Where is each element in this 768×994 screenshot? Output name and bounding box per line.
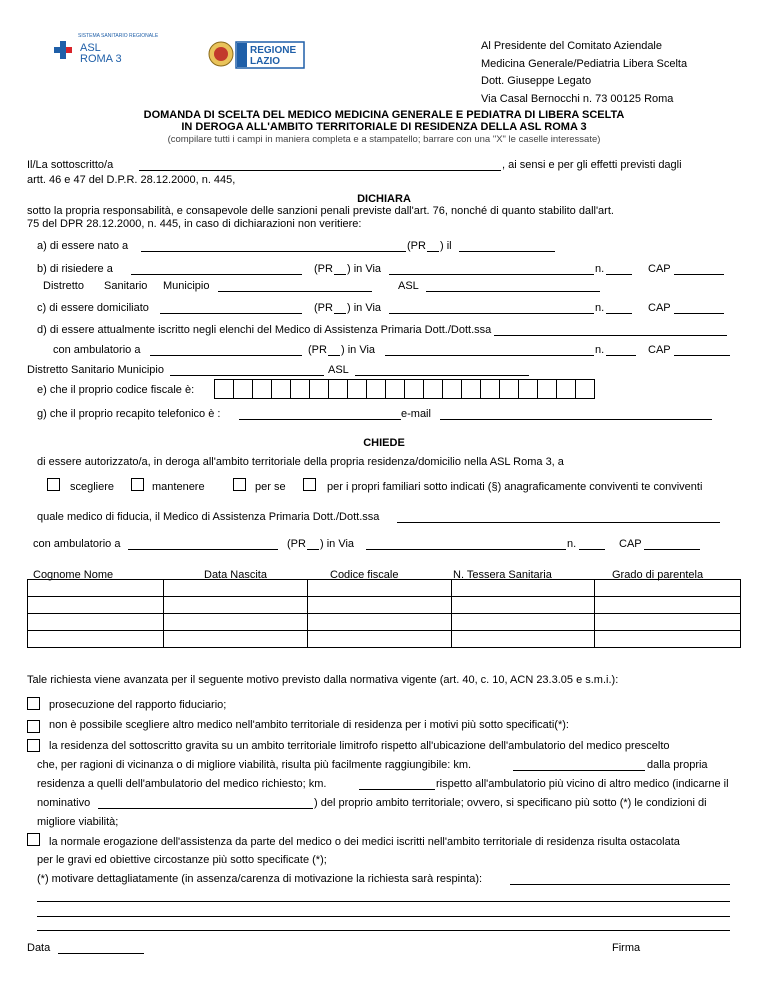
dichiara-heading: DICHIARA <box>357 193 411 205</box>
motivazione-field-4[interactable] <box>37 930 730 931</box>
chiede-line-1: di essere autorizzato/a, in deroga all'ambito territoriale della propria residenza/domicilio nella ASL Roma 3, a <box>37 456 564 468</box>
b-asl: ASL <box>398 280 419 292</box>
cf-cell[interactable] <box>518 379 538 399</box>
motivo-opt3-l5: migliore viabilità; <box>37 816 119 828</box>
cf-cell[interactable] <box>480 379 500 399</box>
b-pr: (PR <box>314 263 333 275</box>
requested-doctor-street-field[interactable] <box>366 549 566 550</box>
current-doctor-field[interactable] <box>494 335 727 336</box>
intro-suffix: , ai sensi e per gli effetti previsti dagli <box>502 159 682 171</box>
cf-cell[interactable] <box>347 379 367 399</box>
motivo-opt3-l1: la residenza del sottoscritto gravita su un ambito territoriale limitrofo rispetto all'ubicazione dell'ambulatorio del medico prescelto <box>49 740 670 752</box>
residence-municipio-field[interactable] <box>218 291 372 292</box>
domicile-cap-field[interactable] <box>674 313 724 314</box>
scegliere-label: scegliere <box>70 481 115 493</box>
domicile-number-field[interactable] <box>606 313 632 314</box>
motivo-opt3-l3a: residenza a quelli dell'ambulatorio del medico richiesto; km. <box>37 778 327 790</box>
recipient-block <box>481 38 687 108</box>
d-in-via: ) in Via <box>341 344 376 356</box>
requested-doctor-cap-field[interactable] <box>644 549 700 550</box>
item-a-label: a) di essere nato a <box>37 240 129 252</box>
recipient-line-2: Medicina Generale/Pediatria Libera Scelta <box>481 57 688 70</box>
asl-system-text: SISTEMA SANITARIO REGIONALE <box>78 33 159 39</box>
current-doctor-asl-field[interactable] <box>355 375 529 376</box>
cf-cell[interactable] <box>556 379 576 399</box>
current-doctor-cap-field[interactable] <box>674 355 730 356</box>
domicile-city-field[interactable] <box>160 313 302 314</box>
motivo-opt3-l4b: ) del proprio ambito territoriale; ovvero, si specificano più sotto (*) le condizioni di <box>314 797 707 809</box>
col-parentela: Grado di parentela <box>612 569 704 581</box>
cf-cell[interactable] <box>385 379 405 399</box>
mantenere-label: mantenere <box>152 481 205 493</box>
table-row <box>28 614 741 631</box>
km-field-2[interactable] <box>359 789 435 790</box>
item-d-label: d) di essere attualmente iscritto negli elenchi del Medico di Assistenza Primaria Dott./Dott.ssa <box>37 324 492 336</box>
b-municipio: Municipio <box>163 280 210 292</box>
current-doctor-pr-field[interactable] <box>328 355 340 356</box>
motivo-intro: Tale richiesta viene avanzata per il seguente motivo previsto dalla normativa vigente (art. 40, c. 10, ACN 23.3.05 e s.m.i.): <box>27 674 619 686</box>
motivo-opt3-l4a: nominativo <box>37 797 91 809</box>
table-cell[interactable] <box>28 631 164 648</box>
table-cell[interactable] <box>163 614 307 631</box>
intro-label: Il/La sottoscritto/a <box>27 159 114 171</box>
chiede-cap: CAP <box>619 538 642 550</box>
item-g-label: g) che il proprio recapito telefonico è : <box>37 408 221 420</box>
d-pr: (PR <box>308 344 327 356</box>
cf-cell[interactable] <box>461 379 481 399</box>
residence-asl-field[interactable] <box>426 291 600 292</box>
c-pr: (PR <box>314 302 333 314</box>
b-in-via: ) in Via <box>347 263 382 275</box>
familiari-label: per i propri familiari sotto indicati (§) anagraficamente conviventi te conviventi <box>327 481 703 493</box>
residence-city-field[interactable] <box>131 274 302 275</box>
table-cell[interactable] <box>28 614 164 631</box>
motivo-opt4-l2: per le gravi ed obiettive circostanze più sotto specificate (*); <box>37 854 327 866</box>
dichiara-line-2: 75 del DPR 28.12.2000, n. 445, in caso di dichiarazioni non veritiere: <box>27 218 362 230</box>
title-line-2: IN DEROGA ALL'AMBITO TERRITORIALE DI RESIDENZA DELLA ASL ROMA 3 <box>181 121 587 133</box>
b-sanitario: Sanitario <box>104 280 148 292</box>
mantenere-checkbox[interactable] <box>131 478 144 491</box>
motivo-opt3-l2a: che, per ragioni di vicinanza o di migliore viabilità, risulta più facilmente raggiungibile: km. <box>37 759 472 771</box>
asl-roma3-logo <box>48 30 198 80</box>
current-doctor-municipio-field[interactable] <box>170 375 324 376</box>
cf-cell[interactable] <box>537 379 557 399</box>
table-cell[interactable] <box>307 597 452 614</box>
cf-cell[interactable] <box>214 379 234 399</box>
motivare-label: (*) motivare dettagliatamente (in assenza/carenza di motivazione la richiesta sarà respinta): <box>37 873 483 885</box>
per-se-label: per se <box>255 481 286 493</box>
scegliere-checkbox[interactable] <box>47 478 60 491</box>
title-note: (compilare tutti i campi in maniera completa e a stampatello; barrare con una "X" le caselle interessate) <box>167 134 601 145</box>
table-cell[interactable] <box>452 614 595 631</box>
c-cap: CAP <box>648 302 671 314</box>
roma3-text: ROMA 3 <box>80 53 122 65</box>
recipient-line-4: Via Casal Bernocchi n. 73 00125 Roma <box>481 92 674 105</box>
recipient-line-1: Al Presidente del Comitato Aziendale <box>481 40 662 52</box>
motivazione-field-2[interactable] <box>37 901 730 902</box>
table-cell[interactable] <box>595 614 741 631</box>
codice-fiscale-boxes[interactable] <box>214 379 595 399</box>
current-doctor-street-field[interactable] <box>385 355 594 356</box>
chiede-medico-label: quale medico di fiducia, il Medico di Assistenza Primaria Dott./Dott.ssa <box>37 511 380 523</box>
cf-cell[interactable] <box>575 379 595 399</box>
cf-cell[interactable] <box>271 379 291 399</box>
cf-cell[interactable] <box>233 379 253 399</box>
col-codice-fiscale: Codice fiscale <box>330 569 399 581</box>
regione-text: REGIONE <box>250 45 297 56</box>
motivo-opt3-l2b: dalla propria <box>647 759 708 771</box>
requested-doctor-number-field[interactable] <box>579 549 605 550</box>
residenza-limitrofa-checkbox[interactable] <box>27 739 40 752</box>
chiede-ambulatorio: con ambulatorio a <box>33 538 121 550</box>
item-c-label: c) di essere domiciliato <box>37 302 149 314</box>
nominativo-field[interactable] <box>98 808 313 809</box>
item-a-pr: (PR <box>407 240 426 252</box>
distretto-municipio-label: Distretto Sanitario Municipio <box>27 364 164 376</box>
table-cell[interactable] <box>452 580 595 597</box>
col-tessera: N. Tessera Sanitaria <box>453 569 552 581</box>
regione-lazio-logo <box>206 38 306 74</box>
residence-cap-field[interactable] <box>674 274 724 275</box>
table-cell[interactable] <box>163 580 307 597</box>
cf-cell[interactable] <box>328 379 348 399</box>
chiede-in-via: ) in Via <box>320 538 355 550</box>
residence-pr-field[interactable] <box>334 274 346 275</box>
table-row <box>28 597 741 614</box>
cf-cell[interactable] <box>366 379 386 399</box>
firma-label: Firma <box>612 942 641 954</box>
chiede-heading: CHIEDE <box>363 437 405 449</box>
email-field[interactable] <box>440 419 712 420</box>
birthdate-field[interactable] <box>459 251 555 252</box>
current-doctor-number-field[interactable] <box>606 355 636 356</box>
d-cap: CAP <box>648 344 671 356</box>
item-a-il: ) il <box>440 240 452 252</box>
asl-text: ASL <box>80 42 101 54</box>
table-cell[interactable] <box>28 597 164 614</box>
birth-pr-field[interactable] <box>427 251 439 252</box>
title-line-1: DOMANDA DI SCELTA DEL MEDICO MEDICINA GENERALE E PEDIATRA DI LIBERA SCELTA <box>143 109 625 121</box>
chiede-pr: (PR <box>287 538 306 550</box>
table-cell[interactable] <box>452 597 595 614</box>
erogazione-ostacolata-checkbox[interactable] <box>27 833 40 846</box>
residence-street-field[interactable] <box>389 274 594 275</box>
col-data-nascita: Data Nascita <box>204 569 267 581</box>
motivazione-field-1[interactable] <box>510 884 730 885</box>
item-b-label: b) di risiedere a <box>37 263 113 275</box>
motivo-opt2: non è possibile scegliere altro medico nell'ambito territoriale di residenza per i motivi più sotto specificati(*): <box>49 719 569 731</box>
col-cognome-nome: Cognome Nome <box>33 569 114 581</box>
date-field[interactable] <box>58 953 144 954</box>
cf-cell[interactable] <box>499 379 519 399</box>
birthplace-field[interactable] <box>141 251 406 252</box>
table-row <box>28 580 741 597</box>
lazio-text: LAZIO <box>250 56 280 67</box>
d-n: n. <box>595 344 605 356</box>
cf-cell[interactable] <box>252 379 272 399</box>
requested-doctor-field[interactable] <box>397 522 720 523</box>
motivo-opt3-l3b: rispetto all'ambulatorio più vicino di altro medico (indicarne il <box>436 778 729 790</box>
table-cell[interactable] <box>307 580 452 597</box>
item-e-label: e) che il proprio codice fiscale è: <box>37 384 195 396</box>
chiede-n: n. <box>567 538 577 550</box>
table-cell[interactable] <box>307 614 452 631</box>
non-possibile-checkbox[interactable] <box>27 720 40 733</box>
familiari-checkbox[interactable] <box>303 478 316 491</box>
requested-doctor-pr-field[interactable] <box>307 549 319 550</box>
b-n: n. <box>595 263 605 275</box>
table-cell[interactable] <box>28 580 164 597</box>
recipient-line-3: Dott. Giuseppe Legato <box>481 75 592 87</box>
cf-cell[interactable] <box>309 379 329 399</box>
km-field-1[interactable] <box>513 770 645 771</box>
motivo-opt4-l1: la normale erogazione dell'assistenza da parte del medico o dei medici iscritti nell'ambito territoriale di residenza risulta ostacolata <box>49 836 680 848</box>
cf-cell[interactable] <box>290 379 310 399</box>
c-n: n. <box>595 302 605 314</box>
requested-doctor-city-field[interactable] <box>128 549 278 550</box>
residence-number-field[interactable] <box>606 274 632 275</box>
table-cell[interactable] <box>452 631 595 648</box>
prosecuzione-checkbox[interactable] <box>27 697 40 710</box>
table-cell[interactable] <box>595 597 741 614</box>
sottoscritto-field[interactable] <box>139 170 501 171</box>
per-se-checkbox[interactable] <box>233 478 246 491</box>
table-cell[interactable] <box>163 597 307 614</box>
domicile-pr-field[interactable] <box>334 313 346 314</box>
cf-cell[interactable] <box>442 379 462 399</box>
domicile-street-field[interactable] <box>389 313 594 314</box>
cf-cell[interactable] <box>423 379 443 399</box>
g-email: e-mail <box>401 408 431 420</box>
motivazione-field-3[interactable] <box>37 916 730 917</box>
d-asl: ASL <box>328 364 349 376</box>
phone-field[interactable] <box>239 419 401 420</box>
b-distretto: Distretto <box>43 280 84 292</box>
table-row <box>28 631 741 648</box>
table-cell[interactable] <box>595 631 741 648</box>
c-in-via: ) in Via <box>347 302 382 314</box>
data-label: Data <box>27 942 51 954</box>
family-table <box>27 579 741 648</box>
motivo-opt1: prosecuzione del rapporto fiduciario; <box>49 699 227 711</box>
b-cap: CAP <box>648 263 671 275</box>
table-cell[interactable] <box>595 580 741 597</box>
table-cell[interactable] <box>163 631 307 648</box>
table-cell[interactable] <box>307 631 452 648</box>
d-ambulatorio: con ambulatorio a <box>53 344 141 356</box>
intro-line-2: artt. 46 e 47 del D.P.R. 28.12.2000, n. 445, <box>27 174 236 186</box>
dichiara-line-1: sotto la propria responsabilità, e consapevole delle sanzioni penali previste dall'art. 76, nonché di quanto stabilito dall'art. <box>27 205 614 217</box>
current-doctor-city-field[interactable] <box>150 355 302 356</box>
cf-cell[interactable] <box>404 379 424 399</box>
